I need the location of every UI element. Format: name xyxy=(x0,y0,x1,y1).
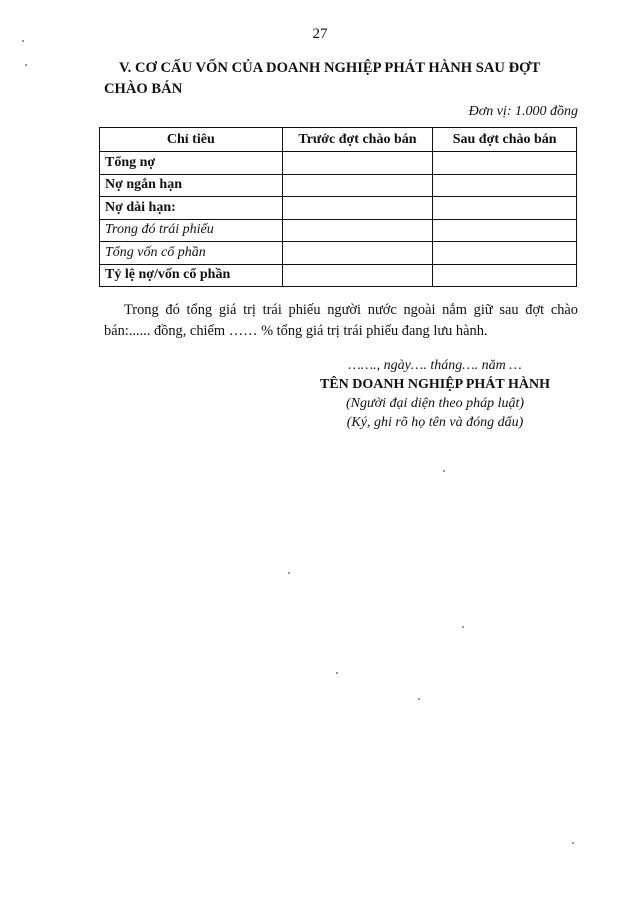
scan-speck xyxy=(418,698,420,700)
table-row-debt-equity-ratio xyxy=(100,264,577,287)
scan-speck xyxy=(22,40,24,42)
signature-role: (Người đại diện theo pháp luật) xyxy=(345,396,525,411)
row-label: Tỷ lệ nợ/vốn cổ phần xyxy=(100,264,283,287)
cell-before xyxy=(282,174,433,197)
signature-date-line: ……., ngày…. tháng…. năm … xyxy=(348,358,522,373)
table-row-long-term-debt xyxy=(100,197,577,220)
header-before-offering: Trước đợt chào bán xyxy=(282,128,433,152)
table-row-total-debt xyxy=(100,152,577,175)
cell-after xyxy=(433,152,577,175)
scan-speck xyxy=(336,672,338,674)
table-row-bonds xyxy=(100,219,577,242)
row-label: Nợ dài hạn: xyxy=(100,197,283,220)
table-row-total-equity xyxy=(100,242,577,265)
cell-after xyxy=(433,219,577,242)
row-label: Trong đó trái phiếu xyxy=(100,219,283,242)
unit-label: Đơn vị: 1.000 đồng xyxy=(468,104,578,119)
scan-speck xyxy=(572,842,574,844)
cell-before xyxy=(282,219,433,242)
cell-before xyxy=(282,152,433,175)
scan-speck xyxy=(288,572,290,574)
header-after-offering: Sau đợt chào bán xyxy=(433,128,577,152)
scan-speck xyxy=(25,64,27,66)
row-label: Tổng nợ xyxy=(100,152,283,175)
row-label: Tổng vốn cổ phần xyxy=(100,242,283,265)
row-label: Nợ ngắn hạn xyxy=(100,174,283,197)
signature-organization: TÊN DOANH NGHIỆP PHÁT HÀNH xyxy=(320,377,550,392)
cell-before xyxy=(282,264,433,287)
section-title: V. CƠ CẤU VỐN CỦA DOANH NGHIỆP PHÁT HÀNH SAU ĐỢT CHÀO BÁN xyxy=(104,60,540,97)
header-indicator: Chỉ tiêu xyxy=(100,128,283,152)
table-header-row xyxy=(100,128,577,152)
signature-block xyxy=(290,356,580,432)
scan-speck xyxy=(462,626,464,628)
page-number: 27 xyxy=(312,26,328,42)
scan-speck xyxy=(443,470,445,472)
cell-after xyxy=(433,197,577,220)
cell-after xyxy=(433,174,577,197)
cell-before xyxy=(282,242,433,265)
cell-after xyxy=(433,264,577,287)
signature-instruction: (Ký, ghi rõ họ tên và đóng dấu) xyxy=(346,415,524,430)
foreign-bond-note: Trong đó tổng giá trị trái phiếu người nước ngoài nắm giữ sau đợt chào bán:...... đồng, chiếm …… % tổng giá trị trái phiếu đang lưu hành. xyxy=(104,302,578,339)
table-row-short-term-debt xyxy=(100,174,577,197)
cell-before xyxy=(282,197,433,220)
capital-structure-table xyxy=(99,127,577,287)
cell-after xyxy=(433,242,577,265)
